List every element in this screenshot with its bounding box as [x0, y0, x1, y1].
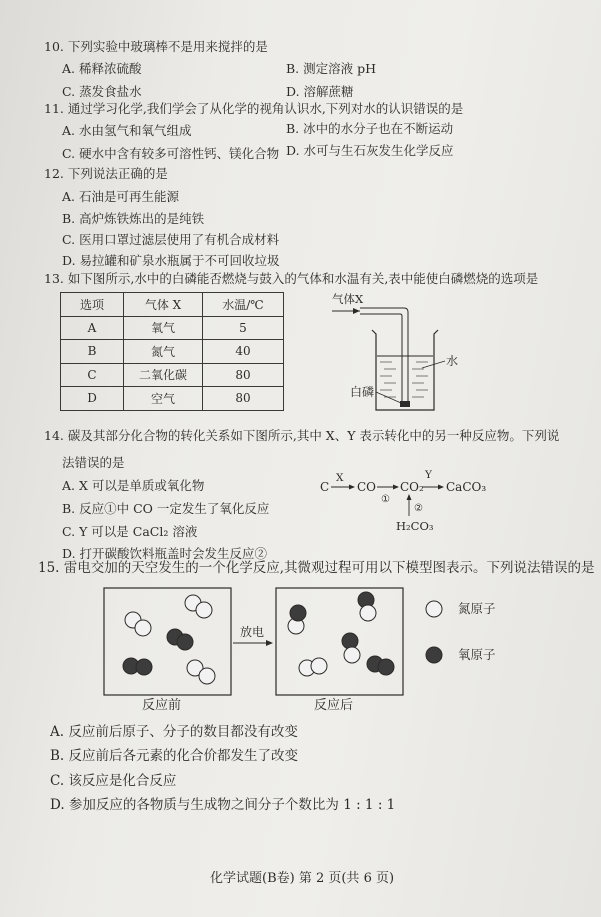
oxygen-atom: [123, 658, 139, 674]
nitrogen-atom: [311, 658, 327, 674]
q12-stem: 12. 下列说法正确的是: [44, 166, 168, 181]
oxygen-atom: [290, 605, 306, 621]
scheme-reaction-1: ①: [381, 494, 390, 505]
q13-data-table: [60, 292, 284, 411]
table-cell: 氧气: [124, 316, 203, 340]
nitrogen-atom: [196, 602, 212, 618]
q14-option-d: D. 打开碳酸饮料瓶盖时会发生反应②: [62, 546, 268, 561]
nitrogen-atom: [185, 595, 201, 611]
before-box: [104, 588, 231, 695]
scheme-caco3: CaCO₃: [446, 480, 487, 494]
after-label: 反应后: [314, 698, 354, 713]
q11-option-a: A. 水由氢气和氧气组成: [62, 123, 192, 138]
q15-option-b: B. 反应前后各元素的化合价都发生了改变: [50, 748, 299, 764]
nitrogen-atom: [199, 668, 215, 684]
nitrogen-atom: [187, 660, 203, 676]
q13-stem: 13. 如下图所示,水中的白磷能否燃烧与鼓入的气体和水温有关,表中能使白磷燃烧的选项是: [44, 271, 539, 286]
reaction-arrowhead: [266, 640, 273, 646]
q14-stem-line1: 14. 碳及其部分化合物的转化关系如下图所示,其中 X、Y 表示转化中的另一种反应物。下列说: [44, 428, 560, 443]
q10-stem: 10. 下列实验中玻璃棒不是用来搅拌的是: [44, 39, 268, 54]
table-header: 选项: [61, 293, 124, 317]
water: [377, 356, 433, 409]
q11-option-c: C. 硬水中含有较多可溶性钙、镁化合物: [62, 146, 280, 161]
page-footer: 化学试题(B卷) 第 2 页(共 6 页): [210, 871, 395, 886]
q14-option-b: B. 反应①中 CO 一定发生了氧化反应: [62, 501, 270, 516]
oxygen-atom: [167, 629, 183, 645]
scheme-co: CO: [357, 480, 377, 494]
scheme-reaction-2: ②: [414, 503, 423, 514]
nitrogen-atom: [288, 618, 304, 634]
scheme-co2: CO₂: [400, 480, 424, 494]
after-box: [276, 588, 403, 695]
table-cell: 二氧化碳: [124, 363, 203, 387]
table-cell: 氮气: [124, 340, 203, 364]
q14-stem-line2: 法错误的是: [62, 455, 125, 470]
table-header: 气体 X: [124, 293, 203, 317]
oxygen-atom: [342, 633, 358, 649]
q14-option-c: C. Y 可以是 CaCl₂ 溶液: [62, 524, 198, 539]
q11-stem: 11. 通过学习化学,我们学会了从化学的视角认识水,下列对水的认识错误的是: [44, 101, 464, 116]
beaker: [372, 330, 438, 410]
table-cell: B: [61, 340, 124, 364]
q12-option-c: C. 医用口罩过滤层使用了有机合成材料: [62, 232, 280, 247]
gas-arrow-head: [353, 308, 360, 314]
water-pointer: [422, 361, 445, 368]
table-cell: 80: [203, 387, 284, 411]
nitrogen-atom: [360, 605, 376, 621]
table-cell: D: [61, 387, 124, 411]
table-row: [61, 363, 284, 387]
q15-stem: 15. 雷电交加的天空发生的一个化学反应,其微观过程可用以下模型图表示。下列说法错误的是: [38, 560, 595, 576]
scheme-carbon: C: [320, 480, 330, 494]
q10-option-d: D. 溶解蔗糖: [286, 84, 354, 99]
after-molecules: [288, 592, 394, 676]
oxygen-atom: [378, 659, 394, 675]
q12-option-d: D. 易拉罐和矿泉水瓶属于不可回收垃圾: [62, 253, 280, 268]
nitrogen-atom: [135, 620, 151, 636]
scheme-arrowhead: [438, 485, 444, 490]
before-label: 反应前: [142, 698, 182, 713]
table-cell: 5: [203, 316, 284, 340]
table-cell: C: [61, 363, 124, 387]
gas-x-label: 气体X: [332, 292, 364, 306]
oxygen-legend-label: 氧原子: [458, 647, 496, 662]
phosphorus-label: 白磷: [350, 385, 375, 399]
white-phosphorus: [400, 401, 410, 407]
table-row: [61, 387, 284, 411]
table-cell: 80: [203, 363, 284, 387]
water-label: 水: [446, 354, 459, 368]
q15-option-a: A. 反应前后原子、分子的数目都没有改变: [50, 724, 298, 740]
table-cell: 空气: [124, 387, 203, 411]
table-header-row: [61, 293, 284, 317]
nitrogen-atom: [125, 612, 141, 628]
q12-option-a: A. 石油是可再生能源: [62, 189, 179, 204]
q15-option-d: D. 参加反应的各物质与生成物之间分子个数比为 1 : 1 : 1: [50, 797, 396, 813]
q12-option-b: B. 高炉炼铁炼出的是纯铁: [62, 211, 205, 226]
table-row: [61, 316, 284, 340]
gas-tube: [360, 308, 408, 402]
nitrogen-atom: [344, 647, 360, 663]
q10-option-a: A. 稀释浓硫酸: [62, 61, 142, 76]
scheme-arrowhead: [393, 485, 399, 490]
before-molecules: [123, 595, 215, 684]
discharge-label: 放电: [240, 625, 265, 639]
table-cell: 40: [203, 340, 284, 364]
q10-option-b: B. 测定溶液 pH: [286, 61, 377, 76]
oxygen-atom: [177, 634, 193, 650]
phosphorus-pointer: [376, 392, 401, 403]
table-cell: A: [61, 316, 124, 340]
nitrogen-legend-icon: [426, 601, 442, 617]
table-row: [61, 340, 284, 364]
nitrogen-legend-label: 氮原子: [458, 601, 496, 616]
oxygen-atom: [358, 592, 374, 608]
scheme-y: Y: [425, 469, 432, 481]
q11-option-d: D. 水可与生石灰发生化学反应: [286, 143, 454, 158]
scheme-h2co3: H₂CO₃: [396, 519, 434, 533]
q15-option-c: C. 该反应是化合反应: [50, 773, 177, 789]
oxygen-atom: [367, 656, 383, 672]
oxygen-legend-icon: [426, 647, 442, 663]
q11-option-b: B. 冰中的水分子也在不断运动: [286, 121, 454, 136]
water-hatching: [380, 362, 428, 397]
q14-option-a: A. X 可以是单质或氧化物: [62, 478, 205, 493]
gas-tube-inner: [360, 314, 402, 402]
table-header: 水温/℃: [203, 293, 284, 317]
scheme-x: X: [336, 472, 344, 484]
q10-option-c: C. 蒸发食盐水: [62, 84, 142, 99]
scheme-arrowhead: [349, 485, 355, 490]
scheme-arrowhead: [407, 494, 412, 500]
oxygen-atom: [136, 659, 152, 675]
nitrogen-atom: [299, 660, 315, 676]
